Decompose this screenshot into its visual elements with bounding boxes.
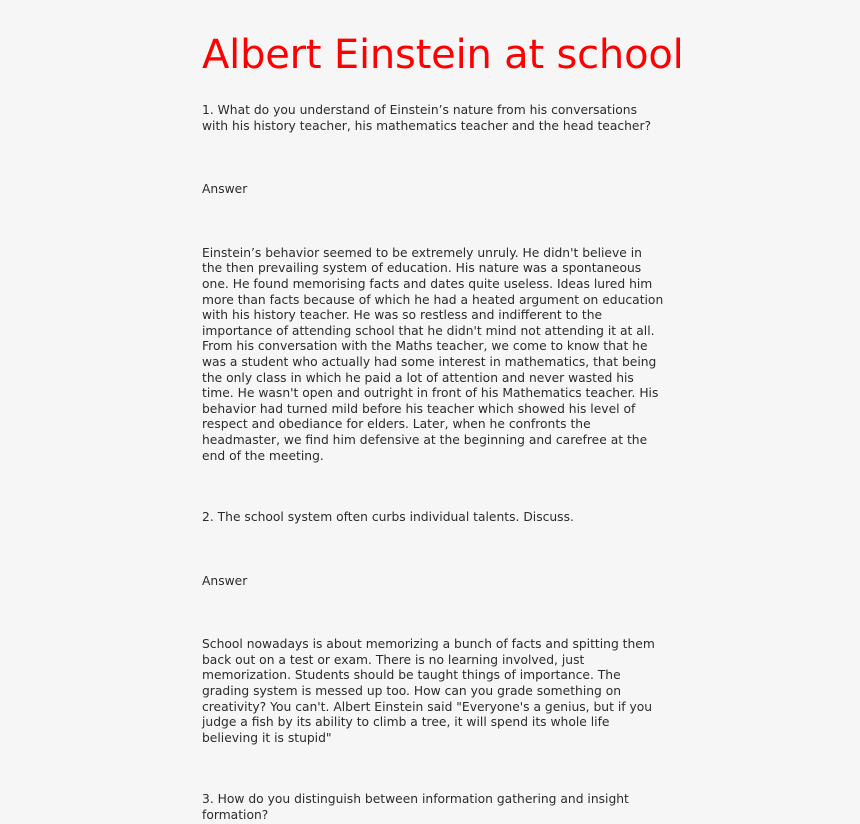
answer-label-2: Answer (202, 573, 248, 588)
answer-body-1: Einstein’s behavior seemed to be extremely unruly. He didn't believe in the then prevailing system of education. His nature was a spontaneous one. He found memorising facts and dates quite useless. Ideas lured him more than facts because of which he had a heated argument on education with his history teacher. He was so restless and indifferent to the importance of attending school that he didn't mind not attending it at all. From his conversation with the Maths teacher, we come to know that he was a student who actually had some interest in mathematics, that being the only class in which he paid a lot of attention and never wasted his time. He wasn't open and outright in front of his Mathematics teacher. His behavior had turned mild before his teacher which showed his level of respect and obediance for elders. Later, when he confronts the headmaster, we find him defensive at the beginning and carefree at the end of the meeting. (202, 245, 664, 463)
page-title: Albert Einstein at school (202, 32, 684, 78)
spacer-title-question1 (202, 77, 664, 103)
spacer-answer1-question2 (202, 464, 664, 510)
document-content (202, 0, 684, 824)
spacer-answer2-question3 (202, 746, 664, 792)
spacer-question2-answerlabel (202, 526, 664, 574)
question-3: 3. How do you distinguish between information gathering and insight formation? (202, 792, 629, 823)
question-2: 2. The school system often curbs individual talents. Discuss. (202, 510, 574, 525)
question-1: 1. What do you understand of Einstein’s nature from his conversations with his history teacher, his mathematics teacher and the head teacher? (202, 103, 652, 133)
answer-label-1: Answer (202, 182, 248, 197)
spacer-answerlabel1-body (202, 198, 664, 246)
spacer-question1-answerlabel (202, 134, 664, 182)
spacer-answerlabel2-body (202, 589, 664, 637)
answer-body-2: School nowadays is about memorizing a bunch of facts and spitting them back out on a test or exam. There is no learning involved, just memorization. Students should be taught things of importance. The grading system is messed up too. How can you grade something on creativity? You can't. Albert Einstein said "Everyone's a genius, but if you judge a fish by its ability to climb a tree, it will spend its whole life believing it is stupid" (202, 637, 655, 745)
